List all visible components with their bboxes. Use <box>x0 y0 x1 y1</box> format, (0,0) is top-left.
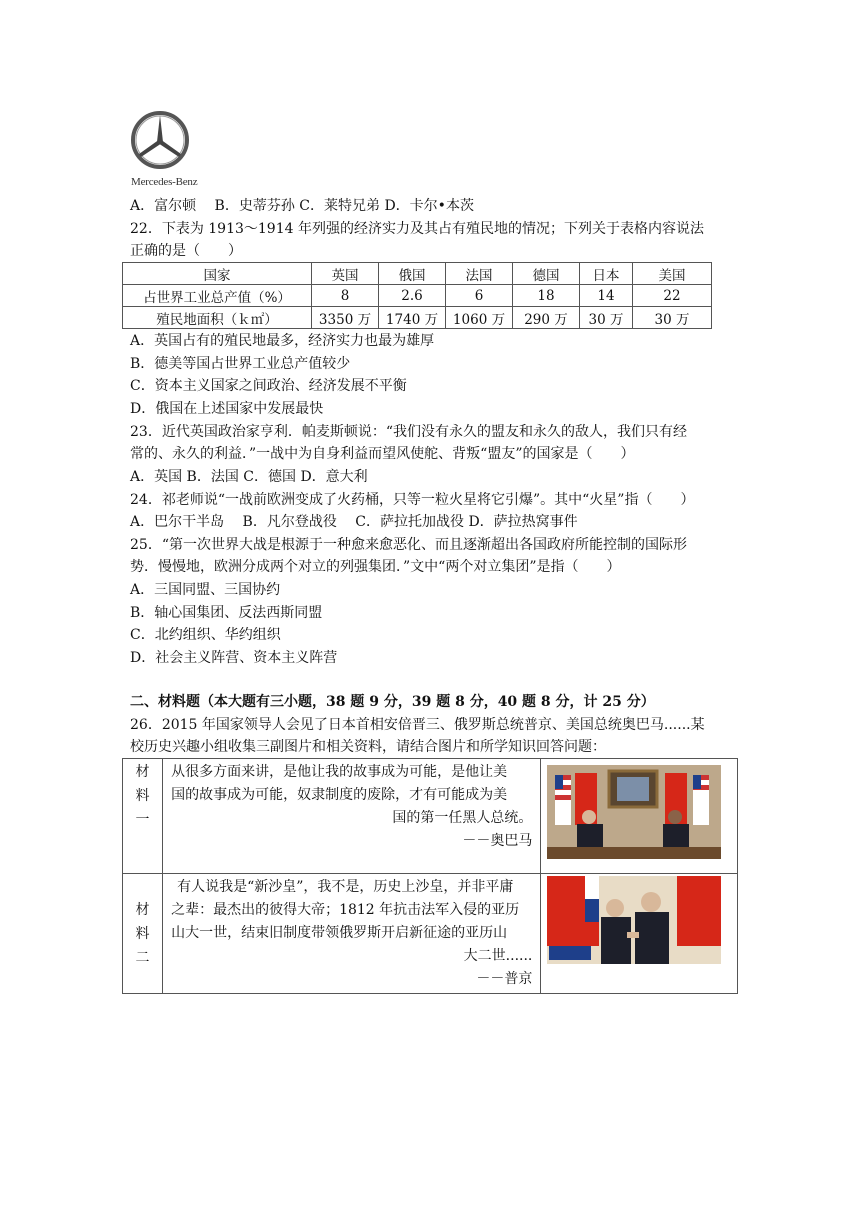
material-line: 从很多方面来讲，是他让我的故事成为可能，是他让美 <box>171 764 508 780</box>
table-cell: 2.6 <box>379 285 446 307</box>
material-photo-cell <box>541 759 738 874</box>
table-cell: 6 <box>446 285 513 307</box>
q22-option-d: D．俄国在上述国家中发展最快 <box>130 401 324 417</box>
q22-option-a: A．英国占有的殖民地最多，经济实力也最为雄厚 <box>130 333 435 349</box>
q25-option-c: C．北约组织、华约组织 <box>130 627 281 643</box>
material-label-char: 料 <box>135 925 150 942</box>
material-row <box>123 759 738 874</box>
material-line: 国的第一任黑人总统。 <box>392 810 533 826</box>
q25-option-b: B．轴心国集团、反法西斯同盟 <box>130 605 323 621</box>
table-cell: 殖民地面积（ｋ㎡） <box>123 307 312 329</box>
table-row <box>123 285 712 307</box>
q22-stem-line2: 正确的是（ ） <box>130 243 242 259</box>
data-table <box>122 262 712 329</box>
materials-table <box>122 758 738 994</box>
material-label <box>123 874 163 994</box>
q22-option-b: B．德美等国占世界工业总产值较少 <box>130 356 351 372</box>
meeting-photo-obama <box>547 765 721 859</box>
material-line: 山大一世，结束旧制度带领俄罗斯开启新征途的亚历山 <box>171 925 508 941</box>
material-label-char: 材 <box>135 901 150 918</box>
table-cell: 英国 <box>312 263 379 285</box>
q26-line2: 校历史兴趣小组收集三副图片和相关资料，请结合图片和所学知识回答问题： <box>130 739 606 755</box>
q22-option-c: C．资本主义国家之间政治、经济发展不平衡 <box>130 378 407 394</box>
table-cell: 30 万 <box>580 307 633 329</box>
material-line: 大二世...... <box>463 948 533 964</box>
q22-stem-line1: 22．下表为 1913～1914 年列强的经济实力及其占有殖民地的情况；下列关于表格内容说法 <box>130 221 704 237</box>
q23-line2: 常的、永久的利益．”一战中为自身利益而望风使舵、背叛“盟友”的国家是（ ） <box>130 446 635 462</box>
table-cell: 俄国 <box>379 263 446 285</box>
table-cell: 1740 万 <box>379 307 446 329</box>
material-text <box>163 874 541 994</box>
material-row <box>123 874 738 994</box>
q24-line1: 24．祁老师说“一战前欧洲变成了火药桶，只等一粒火星将它引爆”。其中“火星”指（ ） <box>130 492 695 508</box>
logo-wordmark: Mercedes-Benz <box>131 176 198 188</box>
material-source: －－奥巴马 <box>462 833 533 849</box>
table-cell: 1060 万 <box>446 307 513 329</box>
material-source: －－普京 <box>476 971 533 987</box>
q25-line2: 势．慢慢地，欧洲分成两个对立的列强集团．”文中“两个对立集团”是指（ ） <box>130 559 621 575</box>
table-cell: 法国 <box>446 263 513 285</box>
section-title: 二、材料题（本大题有三小题，38 题 9 分，39 题 8 分，40 题 8 分，计 25 分） <box>130 694 655 710</box>
material-label-char: 一 <box>135 812 150 828</box>
table-cell: 国家 <box>123 263 312 285</box>
table-cell: 8 <box>312 285 379 307</box>
table-cell: 占世界工业总产值（%） <box>123 285 312 307</box>
material-line: 有人说我是“新沙皇”，我不是，历史上沙皇，并非平庸 <box>177 879 514 895</box>
material-line: 国的故事成为可能，奴隶制度的废除，才有可能成为美 <box>171 787 508 803</box>
table-cell: 美国 <box>633 263 712 285</box>
material-label <box>123 759 163 874</box>
meeting-photo-putin <box>547 876 721 964</box>
material-label-char: 材 <box>135 764 150 780</box>
table-cell: 德国 <box>513 263 580 285</box>
table-cell: 22 <box>633 285 712 307</box>
q25-option-a: A．三国同盟、三国协约 <box>130 582 281 598</box>
material-text <box>163 759 541 874</box>
table-cell: 30 万 <box>633 307 712 329</box>
q23-line1: 23．近代英国政治家亨利．帕麦斯顿说：“我们没有永久的盟友和永久的敌人，我们只有经 <box>130 424 687 440</box>
q21-options: A．富尔顿 B．史蒂芬孙 C．莱特兄弟 D．卡尔•本茨 <box>130 198 474 214</box>
table-cell: 日本 <box>580 263 633 285</box>
q23-options: A．英国 B．法国 C．德国 D．意大利 <box>130 469 368 485</box>
material-label-char: 二 <box>135 949 150 966</box>
material-photo-cell <box>541 874 738 994</box>
table-header-row <box>123 263 712 285</box>
table-cell: 290 万 <box>513 307 580 329</box>
q25-option-d: D．社会主义阵营、资本主义阵营 <box>130 650 338 666</box>
q24-options: A．巴尔干半岛 B．凡尔登战役 C．萨拉托加战役 D．萨拉热窝事件 <box>130 514 578 530</box>
table-cell: 18 <box>513 285 580 307</box>
q26-line1: 26．2015 年国家领导人会见了日本首相安倍晋三、俄罗斯总统普京、美国总统奥巴马......某 <box>130 717 705 733</box>
q25-line1: 25．“第一次世界大战是根源于一种愈来愈恶化、而且逐渐超出各国政府所能控制的国际形 <box>130 537 687 553</box>
material-line: 之辈：最杰出的彼得大帝；1812 年抗击法军入侵的亚历 <box>171 902 520 918</box>
table-cell: 3350 万 <box>312 307 379 329</box>
material-label-char: 料 <box>135 788 150 804</box>
table-row <box>123 307 712 329</box>
table-cell: 14 <box>580 285 633 307</box>
